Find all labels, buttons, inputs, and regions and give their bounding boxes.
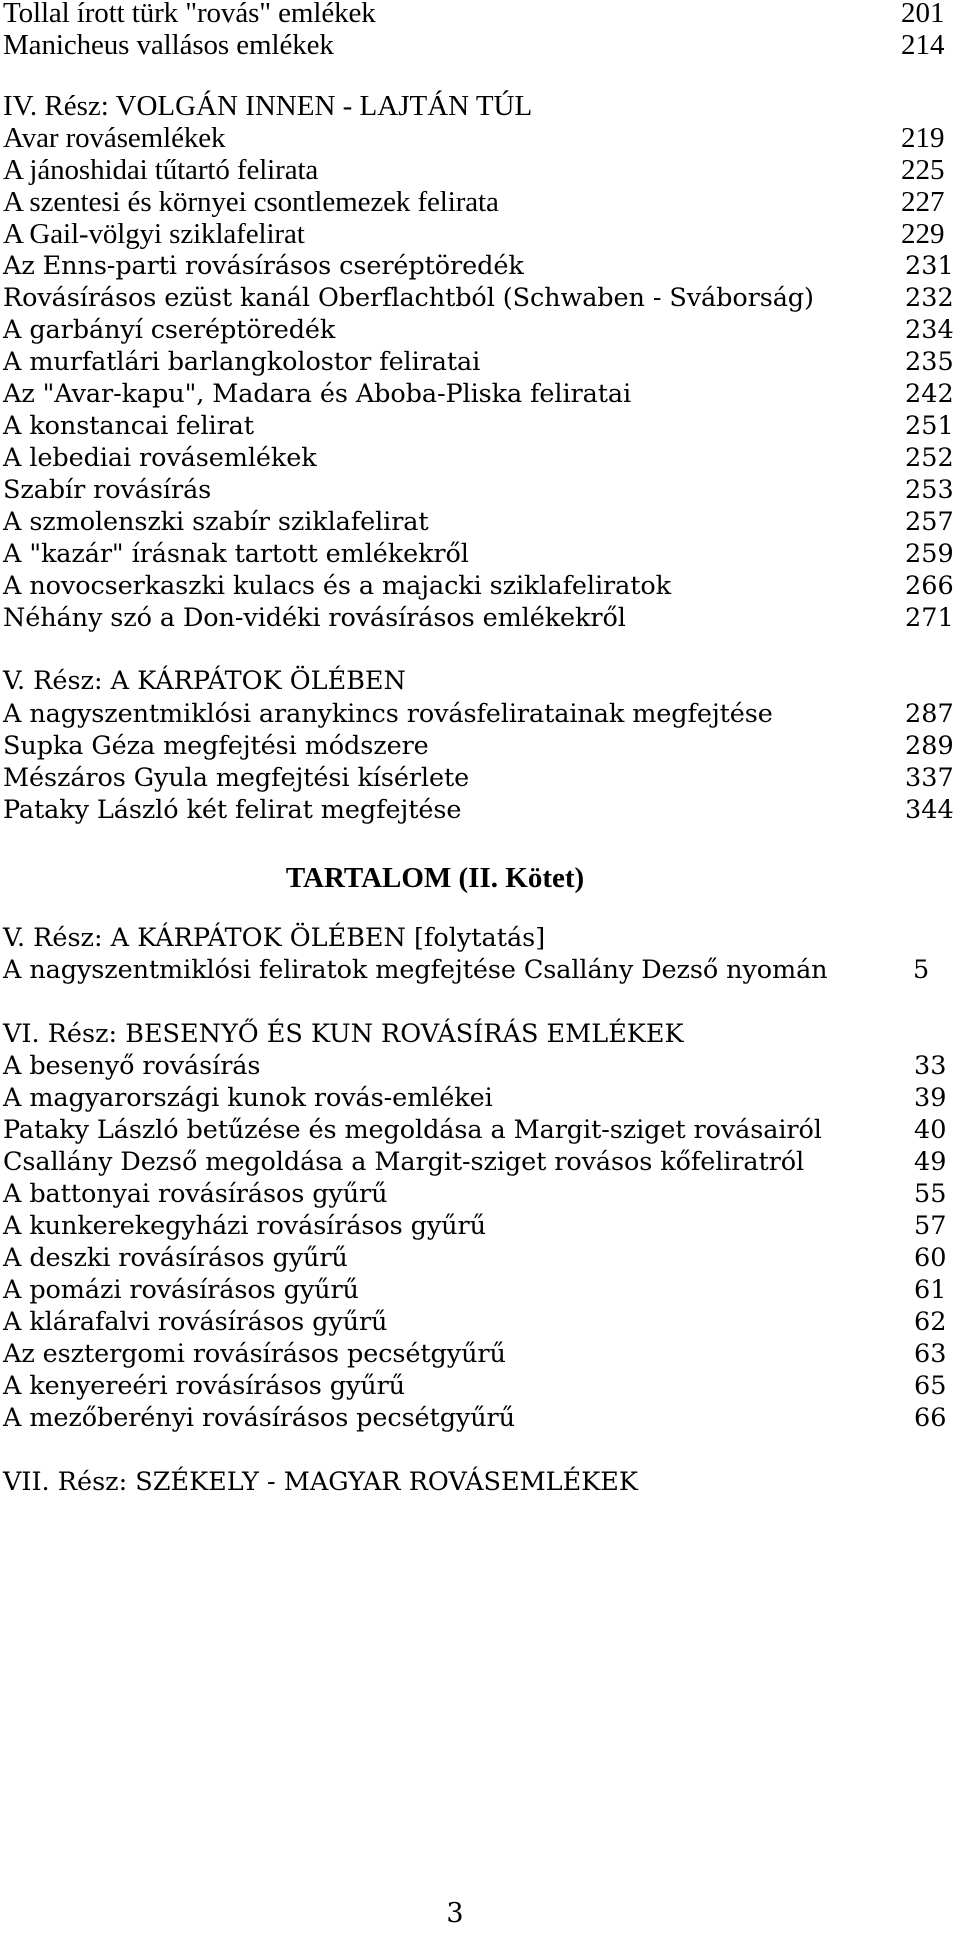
toc-entry-title: Mészáros Gyula megfejtési kísérlete <box>3 763 470 793</box>
toc-entry-title: A novocserkaszki kulacs és a majacki sziklafeliratok <box>3 571 671 601</box>
toc-entry-title: A lebediai rovásemlékek <box>3 443 317 473</box>
section-heading: IV. Rész: VOLGÁN INNEN - LAJTÁN TÚL <box>3 90 533 122</box>
toc-entry-page: 55 <box>914 1179 947 1209</box>
toc-entry-page: 40 <box>914 1115 947 1145</box>
toc-entry-title: A mezőberényi rovásírásos pecsétgyűrű <box>3 1403 515 1433</box>
toc-entry-page: 259 <box>905 539 954 569</box>
toc-entry-title: A garbányí cseréptöredék <box>3 315 336 345</box>
toc-entry-page: 57 <box>914 1211 947 1241</box>
toc-entry-page: 344 <box>905 795 954 825</box>
toc-entry-page: 63 <box>914 1339 947 1369</box>
toc-entry-page: 65 <box>914 1371 947 1401</box>
page-number: 3 <box>446 1898 464 1929</box>
toc-entry-title: Szabír rovásírás <box>3 475 212 505</box>
toc-entry-title: A Gail-völgyi sziklafelirat <box>3 218 305 250</box>
toc-entry-title: A magyarországi kunok rovás-emlékei <box>3 1083 493 1113</box>
toc-entry-title: Pataky László betűzése és megoldása a Margit-sziget rovásairól <box>3 1115 822 1145</box>
toc-entry-page: 227 <box>901 186 945 218</box>
toc-entry-title: Manicheus vallásos emlékek <box>3 29 334 61</box>
toc-entry-title: A murfatlári barlangkolostor feliratai <box>3 347 481 377</box>
toc-entry-page: 231 <box>905 251 954 281</box>
section-heading: VII. Rész: SZÉKELY - MAGYAR ROVÁSEMLÉKEK <box>3 1467 638 1497</box>
toc-entry-title: Az "Avar-kapu", Madara és Aboba-Pliska feliratai <box>3 379 632 409</box>
toc-entry-page: 214 <box>901 29 945 61</box>
toc-entry-page: 49 <box>914 1147 947 1177</box>
toc-entry-page: 5 <box>913 955 930 985</box>
toc-entry-title: A pomázi rovásírásos gyűrű <box>3 1275 359 1305</box>
toc-entry-page: 234 <box>905 315 954 345</box>
toc-entry-page: 62 <box>914 1307 947 1337</box>
toc-entry-title: Az Enns-parti rovásírásos cseréptöredék <box>3 251 524 281</box>
toc-entry-page: 225 <box>901 154 945 186</box>
toc-entry-page: 61 <box>914 1275 947 1305</box>
toc-entry-page: 39 <box>914 1083 947 1113</box>
toc-entry-title: Avar rovásemlékek <box>3 122 226 154</box>
toc-entry-page: 289 <box>905 731 954 761</box>
toc-entry-title: A "kazár" írásnak tartott emlékekről <box>3 539 469 569</box>
toc-entry-title: A kunkerekegyházi rovásírásos gyűrű <box>3 1211 486 1241</box>
toc-entry-title: A szentesi és környei csontlemezek felirata <box>3 186 499 218</box>
toc-entry-title: A szmolenszki szabír sziklafelirat <box>3 507 429 537</box>
toc-entry-page: 337 <box>905 763 954 793</box>
toc-entry-title: A jánoshidai tűtartó felirata <box>3 154 319 186</box>
section-heading: VI. Rész: BESENYŐ ÉS KUN ROVÁSÍRÁS EMLÉKEK <box>3 1019 684 1049</box>
toc-entry-page: 251 <box>905 411 954 441</box>
toc-entry-page: 242 <box>905 379 954 409</box>
toc-entry-page: 229 <box>901 218 945 250</box>
toc-entry-title: Supka Géza megfejtési módszere <box>3 731 429 761</box>
toc-entry-title: Tollal írott türk "rovás" emlékek <box>3 0 376 29</box>
toc-entry-title: Az esztergomi rovásírásos pecsétgyűrű <box>3 1339 506 1369</box>
toc-entry-page: 33 <box>914 1051 947 1081</box>
toc-entry-title: A nagyszentmiklósi aranykincs rovásfeliratainak megfejtése <box>3 699 773 729</box>
toc-entry-page: 232 <box>905 283 954 313</box>
toc-entry-page: 253 <box>905 475 954 505</box>
toc-entry-title: Pataky László két felirat megfejtése <box>3 795 462 825</box>
toc-entry-page: 66 <box>914 1403 947 1433</box>
toc-entry-page: 201 <box>901 0 945 29</box>
toc-entry-title: A deszki rovásírásos gyűrű <box>3 1243 348 1273</box>
toc-entry-title: A kenyereéri rovásírásos gyűrű <box>3 1371 405 1401</box>
toc-entry-page: 60 <box>914 1243 947 1273</box>
contents-title: TARTALOM (II. Kötet) <box>285 862 585 894</box>
toc-entry-title: A nagyszentmiklósi feliratok megfejtése Csallány Dezső nyomán <box>3 955 828 985</box>
toc-entry-page: 252 <box>905 443 954 473</box>
toc-entry-page: 271 <box>905 603 954 633</box>
toc-entry-page: 266 <box>905 571 954 601</box>
toc-entry-page: 287 <box>905 699 954 729</box>
toc-entry-page: 235 <box>905 347 954 377</box>
section-heading: V. Rész: A KÁRPÁTOK ÖLÉBEN [folytatás] <box>3 923 546 953</box>
section-heading: V. Rész: A KÁRPÁTOK ÖLÉBEN <box>3 666 406 696</box>
toc-entry-title: A konstancai felirat <box>3 411 254 441</box>
toc-entry-title: Néhány szó a Don-vidéki rovásírásos emlékekről <box>3 603 626 633</box>
toc-entry-title: Rovásírásos ezüst kanál Oberflachtból (Schwaben - Sváborság) <box>3 283 814 313</box>
toc-entry-title: Csallány Dezső megoldása a Margit-sziget rovásos kőfeliratról <box>3 1147 805 1177</box>
toc-entry-title: A klárafalvi rovásírásos gyűrű <box>3 1307 388 1337</box>
toc-entry-title: A battonyai rovásírásos gyűrű <box>3 1179 388 1209</box>
toc-entry-page: 219 <box>901 122 945 154</box>
toc-entry-title: A besenyő rovásírás <box>3 1051 261 1081</box>
toc-entry-page: 257 <box>905 507 954 537</box>
